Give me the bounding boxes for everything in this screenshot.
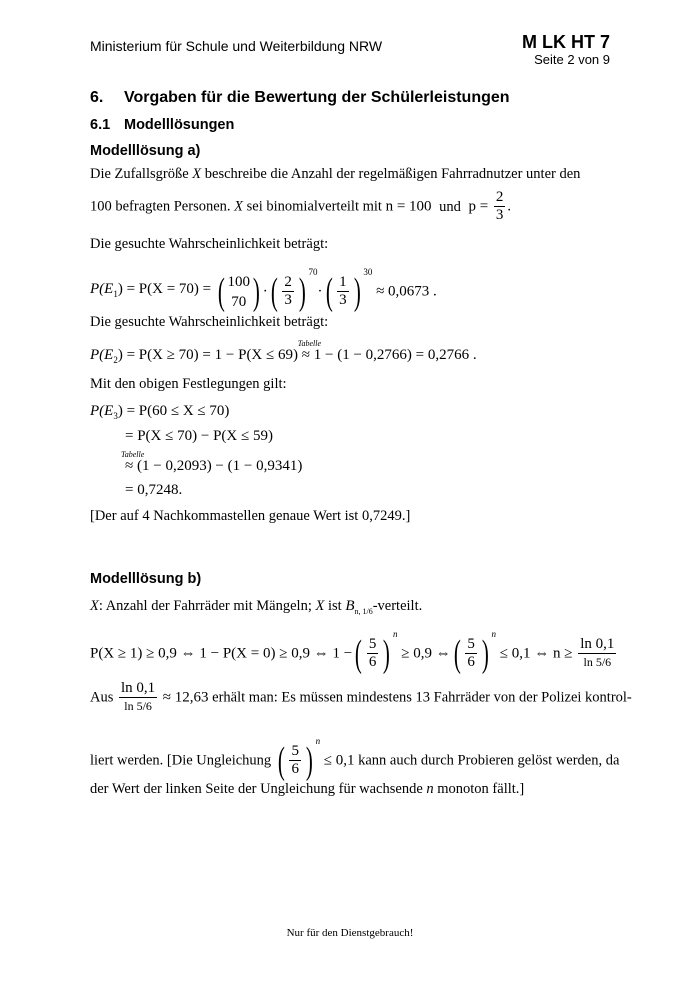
header-code: M LK HT 7 bbox=[522, 32, 610, 52]
math-text: ≤ 0,1 bbox=[323, 752, 355, 769]
subscript: n, 1/6 bbox=[354, 606, 373, 616]
solution-a-paragraph-1 bbox=[90, 165, 580, 183]
math-text: ≤ 0,1 ⇔ n ≥ bbox=[499, 645, 573, 662]
wsk-text-2: Die gesuchte Wahrscheinlichkeit beträgt: bbox=[90, 314, 329, 330]
denominator: ln 5/6 bbox=[583, 655, 612, 670]
approx-sign: ≈ bbox=[301, 347, 310, 363]
math-text: P(E bbox=[90, 403, 114, 419]
result: ≈ 0,0673 . bbox=[376, 283, 437, 300]
denominator: 6 bbox=[291, 761, 299, 778]
exponent: 30 bbox=[363, 267, 373, 277]
numerator: ln 0,1 bbox=[580, 636, 615, 653]
result: ≈ 12,63 bbox=[162, 689, 209, 706]
math-text: ) = P(60 ≤ X ≤ 70) bbox=[117, 403, 230, 419]
header-page-number: Seite 2 von 9 bbox=[534, 52, 610, 67]
exponent: n bbox=[315, 736, 321, 746]
section-number: 6. bbox=[90, 89, 104, 106]
solution-a-heading: Modelllösung a) bbox=[90, 143, 201, 159]
approx-sign: ≈ bbox=[125, 458, 134, 474]
right-paren: ) bbox=[252, 270, 260, 313]
tabelle-label: Tabelle bbox=[121, 450, 145, 459]
subsection-title-text: Modelllösungen bbox=[124, 117, 235, 133]
solution-b-aus-line bbox=[90, 680, 632, 715]
solution-b-paragraph-1 bbox=[90, 597, 422, 621]
denominator: ln 5/6 bbox=[124, 699, 152, 713]
variable: n bbox=[426, 781, 434, 797]
exponent: n bbox=[491, 629, 497, 639]
ln-fraction bbox=[119, 680, 157, 715]
p-equals: p = bbox=[468, 198, 489, 215]
note-text: [Der auf 4 Nachkommastellen genaue Wert ist 0,7249.] bbox=[90, 508, 411, 524]
numerator: 5 bbox=[368, 636, 377, 653]
binom-bottom: 70 bbox=[231, 293, 247, 310]
text-run: -verteilt. bbox=[372, 598, 423, 614]
festlegungen-text: Mit den obigen Festlegungen gilt: bbox=[90, 376, 287, 392]
approx-tabelle bbox=[121, 450, 145, 475]
section-title bbox=[90, 89, 510, 107]
result: 1 − (1 − 0,2766) = 0,2766 . bbox=[313, 347, 477, 363]
p-fraction bbox=[494, 189, 506, 224]
text-run: der Wert der linken Seite der Ungleichung für wachsende bbox=[90, 781, 427, 797]
text-run: ist bbox=[324, 598, 346, 614]
n-equals: n = 100 bbox=[385, 198, 432, 215]
wsk-text-1: Die gesuchte Wahrscheinlichkeit beträgt: bbox=[90, 236, 329, 252]
text-run: erhält man: Es müssen mindestens 13 Fahrräder von der Polizei kontrol- bbox=[212, 689, 632, 706]
numerator: ln 0,1 bbox=[121, 680, 156, 696]
solution-b-line-3 bbox=[90, 780, 524, 798]
text-run: : Anzahl der Fahrräder mit Mängeln; bbox=[98, 598, 316, 614]
solution-b-line-2: liert werden. [Die Ungleichung ( $\frac{5}{6}$ ) $^n$ ≤ 0,1 kann auch durch Probieren gelöst werden, da bbox=[90, 736, 620, 782]
subscript: 3 bbox=[113, 411, 118, 421]
numerator: 1 bbox=[339, 274, 347, 291]
text-run: 100 befragten Personen. bbox=[90, 198, 235, 215]
denominator: 3 bbox=[339, 292, 347, 309]
equation-b: P(X ≥ 1) ≥ 0,9 ⇔ 1 − P(X = 0) ≥ 0,9 ⇔ 1 −( $\frac{5}{6}$ ) $^n$ ≥ 0,9 ⇔( $\frac{5}{6}$ ) $^n$ ≤ 0,1 ⇔ n ≥ $\frac{\ln 0,1}{\ln 5/6}$ bbox=[90, 629, 615, 675]
subscript: 1 bbox=[113, 289, 118, 300]
variable: X bbox=[315, 598, 325, 614]
solution-b-heading: Modelllösung b) bbox=[90, 571, 202, 587]
binomial-symbol: B bbox=[345, 598, 355, 614]
variable: X bbox=[90, 598, 99, 614]
equation-e3-line-2: = P(X ≤ 70) − P(X ≤ 59) bbox=[125, 428, 273, 444]
denominator: 6 bbox=[467, 654, 475, 671]
fraction-2-3 bbox=[282, 274, 294, 309]
denominator: 3 bbox=[284, 292, 292, 309]
tabelle-label: Tabelle bbox=[297, 339, 322, 348]
footer-note: Nur für den Dienstgebrauch! bbox=[286, 927, 414, 939]
fraction-5-6 bbox=[465, 636, 477, 671]
section-title-text: Vorgaben für die Bewertung der Schülerleistungen bbox=[124, 89, 510, 106]
denominator: 3 bbox=[495, 207, 504, 223]
text-run: Aus bbox=[90, 689, 114, 706]
fraction-5-6 bbox=[289, 743, 301, 778]
math-text: P(X ≥ 1) ≥ 0,9 ⇔ 1 − P(X = 0) ≥ 0,9 ⇔ 1 − bbox=[90, 645, 353, 662]
subsection-number: 6.1 bbox=[90, 117, 111, 133]
text-run: Die Zufallsgröße bbox=[90, 166, 193, 182]
text-run: kann auch durch Probieren gelöst werden, da bbox=[358, 752, 620, 769]
header-ministry: Ministerium für Schule und Weiterbildung NRW bbox=[90, 38, 383, 54]
text-run: sei binomialverteilt mit bbox=[243, 198, 386, 215]
denominator: 6 bbox=[368, 654, 377, 671]
solution-a-paragraph-2 bbox=[90, 189, 511, 224]
period: . bbox=[507, 198, 512, 215]
numerator: 2 bbox=[284, 274, 292, 291]
approx-tabelle bbox=[297, 339, 322, 364]
numerator: 5 bbox=[291, 743, 299, 760]
text-run: beschreibe die Anzahl der regelmäßigen Fahrradnutzer unter den bbox=[201, 166, 581, 182]
math-text: ) = P(X ≥ 70) = 1 − P(X ≤ 69) bbox=[117, 347, 298, 363]
math-text: ≥ 0,9 ⇔ bbox=[401, 645, 451, 662]
equation-e3-line-1 bbox=[90, 402, 229, 425]
ln-fraction bbox=[578, 636, 616, 671]
math-text: ) = P(X = 70) = bbox=[117, 281, 212, 298]
subsection-title bbox=[90, 117, 234, 133]
und-text: und bbox=[439, 198, 461, 215]
variable: X bbox=[234, 198, 244, 215]
left-paren: ( bbox=[217, 270, 225, 313]
fraction-1-3 bbox=[337, 274, 349, 309]
equation-e2 bbox=[90, 339, 477, 369]
numerator: 5 bbox=[467, 636, 475, 653]
fraction-5-6 bbox=[367, 636, 379, 671]
subscript: 2 bbox=[113, 355, 118, 365]
equation-e3-line-3 bbox=[121, 450, 303, 475]
exponent: n bbox=[392, 629, 398, 639]
math-text: P(E bbox=[90, 347, 114, 363]
text-run: monoton fällt.] bbox=[433, 781, 525, 797]
numerator: 2 bbox=[495, 189, 504, 205]
binomial-coefficient bbox=[228, 272, 251, 312]
binom-top: 100 bbox=[227, 273, 251, 290]
equation-e1: $P(E_1) = P(X = 70)$ = ( 100 70 ) ·( $\frac{2}{3}$ ) $^{70}$·( $\frac{1}{3}$ ) $^{30}$ ≈ 0,0673 . bbox=[90, 267, 437, 313]
math-text: P(E bbox=[90, 281, 114, 298]
text-run: liert werden. [Die Ungleichung bbox=[90, 752, 272, 769]
math-text: (1 − 0,2093) − (1 − 0,9341) bbox=[136, 458, 303, 474]
equation-e3-line-4: = 0,7248. bbox=[125, 482, 183, 498]
exponent: 70 bbox=[308, 267, 318, 277]
variable: X bbox=[192, 166, 202, 182]
